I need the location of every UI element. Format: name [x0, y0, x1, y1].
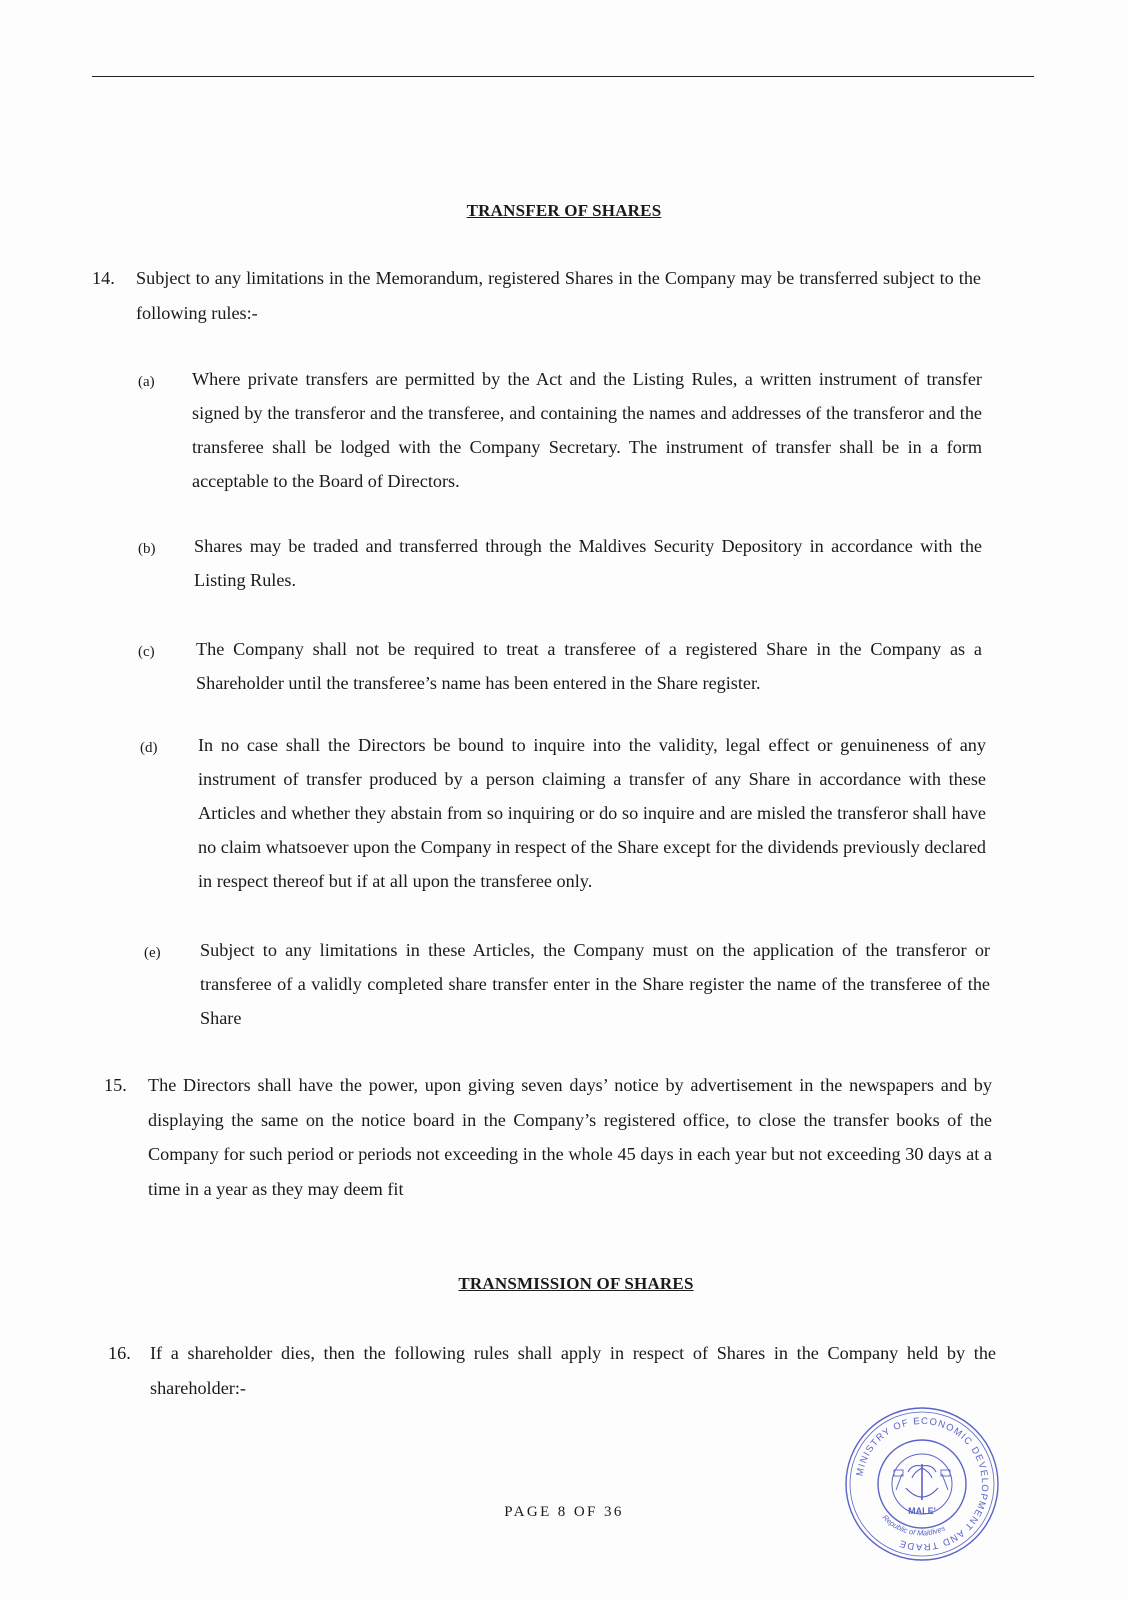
- clause-number: 15.: [104, 1075, 127, 1095]
- official-seal-stamp: [842, 1404, 1002, 1564]
- item-label: (c): [138, 644, 155, 660]
- clause-text: The Directors shall have the power, upon giving seven days’ notice by advertisement in the newspapers and by displaying the same on the notice board in the Company’s registered office, to close the transfer books of the Company for such period or periods not exceeding in the whole 45 days in each year but not exceeding 30 days at a time in a year as they may deem fit: [148, 1075, 992, 1199]
- item-text: Subject to any limitations in these Articles, the Company must on the application of the transferor or transferee of a validly completed share transfer enter in the Share register the name of the transferee of the Share: [200, 940, 990, 1028]
- clause-14: [92, 261, 992, 333]
- item-text: In no case shall the Directors be bound to inquire into the validity, legal effect or genuineness of any instrument of transfer produced by a person claiming a transfer of any Share in accordance with these Articles and whether they abstain from so inquiring or do so inquire and are misled the transferor shall have no claim whatsoever upon the Company in respect of the Share except for the dividends previously declared in respect thereof but if at all upon the transferee only.: [198, 735, 986, 891]
- clause-text: If a shareholder dies, then the following rules shall apply in respect of Shares in the Company held by the shareholder:-: [150, 1343, 996, 1398]
- clause-14-item-c: [138, 632, 988, 702]
- seal-ring-text: MINISTRY OF ECONOMIC DEVELOPMENT AND TRADE: [854, 1415, 991, 1553]
- item-label: (e): [144, 945, 161, 961]
- section-heading-transfer: TRANSFER OF SHARES: [466, 201, 662, 220]
- clause-number: 16.: [108, 1343, 131, 1363]
- item-text: Where private transfers are permitted by the Act and the Listing Rules, a written instrument of transfer signed by the transferor and the transferee, and containing the names and addresses of the transferor and the transferee shall be lodged with the Company Secretary. The instrument of transfer shall be in a form acceptable to the Board of Directors.: [192, 369, 982, 491]
- page-number: PAGE 8 OF 36: [504, 1504, 624, 1520]
- seal-icon: [842, 1404, 1002, 1564]
- clause-15: [104, 1068, 996, 1208]
- clause-14-item-b: [138, 529, 988, 599]
- item-label: (b): [138, 541, 156, 557]
- seal-bottom-text: Republic of Maldives: [880, 1512, 947, 1538]
- item-text: Shares may be traded and transferred through the Maldives Security Depository in accordance with the Listing Rules.: [194, 536, 982, 590]
- item-label: (d): [140, 740, 158, 756]
- clause-16: [108, 1336, 996, 1408]
- clause-text: Subject to any limitations in the Memorandum, registered Shares in the Company may be transferred subject to the following rules:-: [136, 268, 981, 323]
- clause-14-item-d: [140, 728, 990, 904]
- clause-number: 14.: [92, 268, 115, 288]
- item-text: The Company shall not be required to treat a transferee of a registered Share in the Company as a Shareholder until the transferee’s name has been entered in the Share register.: [196, 639, 982, 693]
- item-label: (a): [138, 374, 155, 390]
- clause-14-item-a: [138, 362, 988, 502]
- clause-14-item-e: [144, 933, 994, 1039]
- section-heading-transmission: TRANSMISSION OF SHARES: [458, 1274, 694, 1293]
- header-rule: [92, 76, 1034, 77]
- seal-center-text: MALE': [908, 1506, 936, 1516]
